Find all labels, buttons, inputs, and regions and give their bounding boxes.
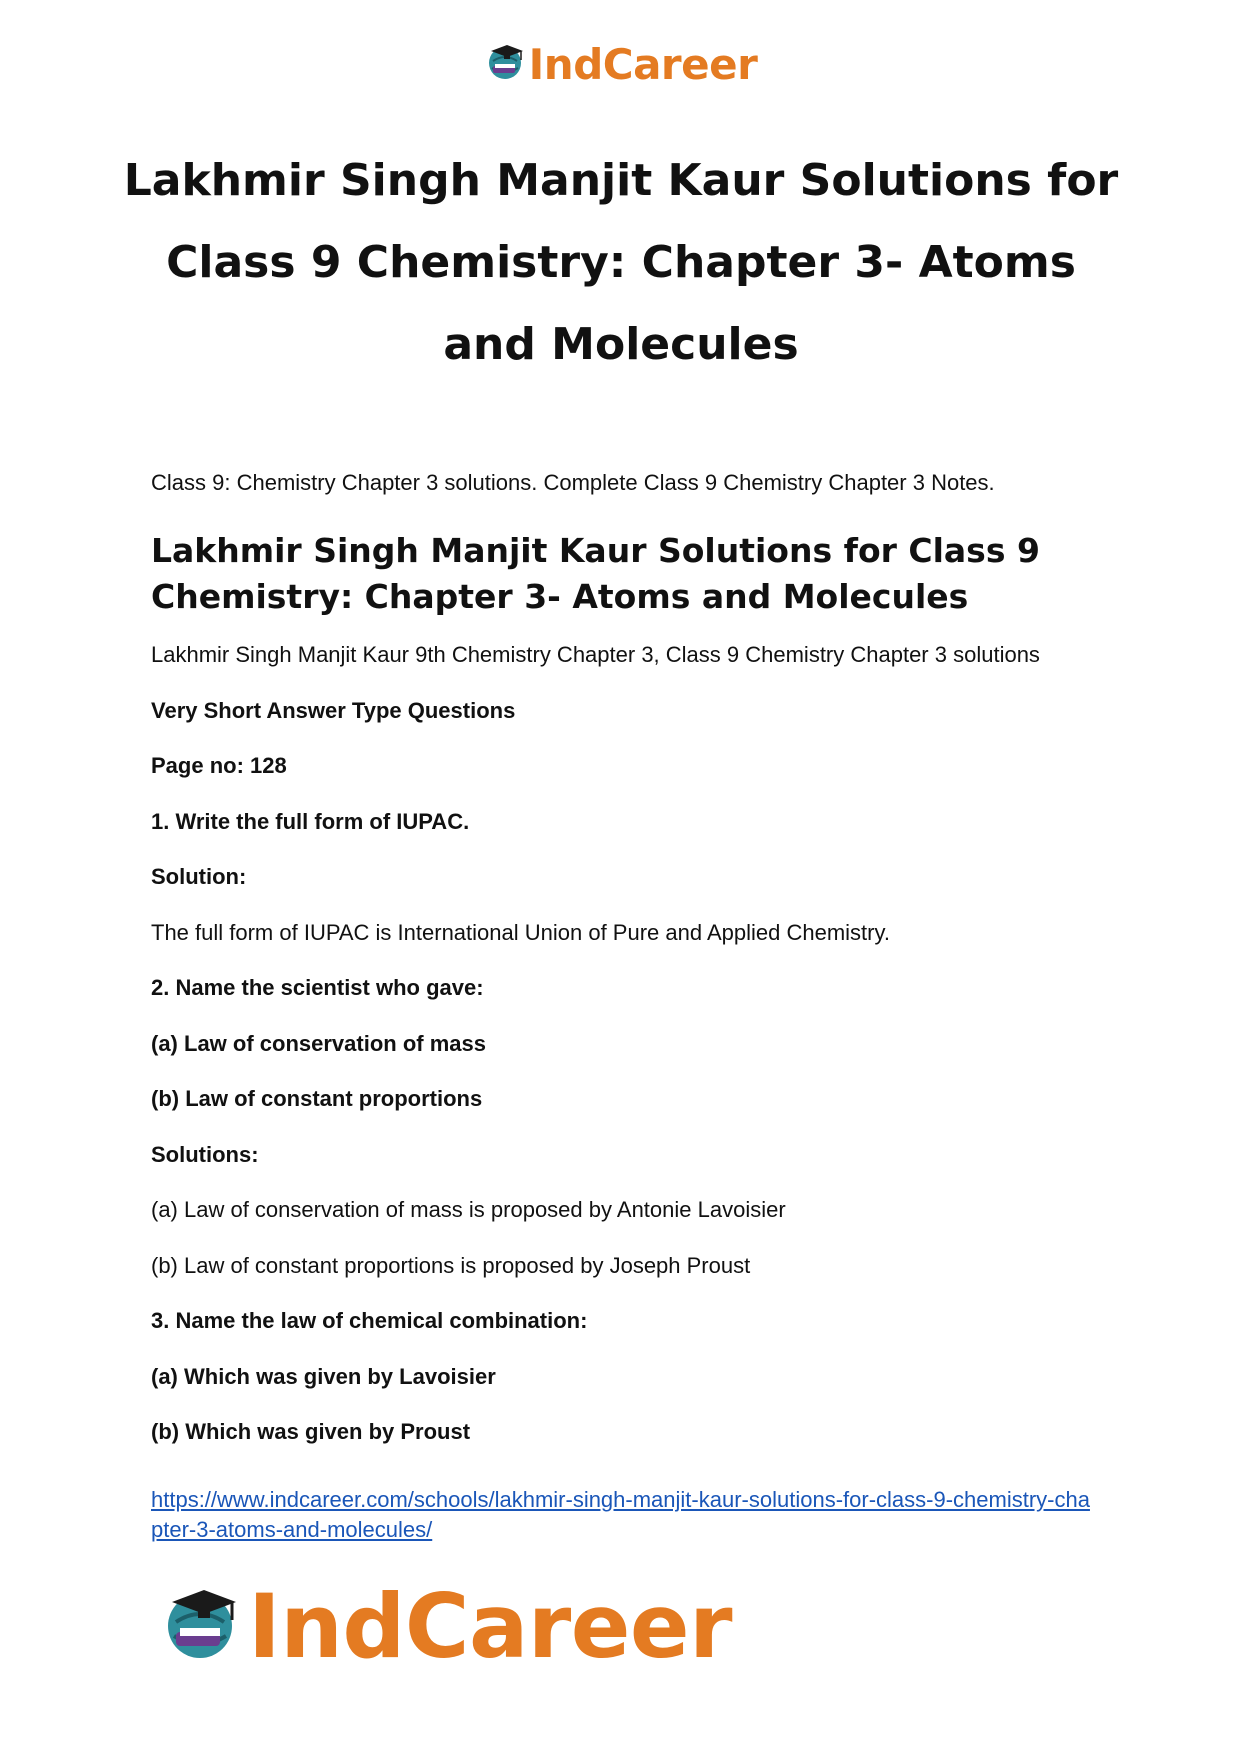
graduation-cap-globe-icon bbox=[485, 41, 527, 88]
paragraph: 1. Write the full form of IUPAC. bbox=[151, 808, 470, 834]
paragraph-list bbox=[151, 640, 1101, 1447]
paragraph: (b) Law of constant proportions bbox=[151, 1086, 483, 1111]
section-heading: Lakhmir Singh Manjit Kaur Solutions for Class 9 Chemistry: Chapter 3- Atoms and Molecules bbox=[151, 531, 1040, 616]
graduation-cap-globe-icon bbox=[160, 1582, 244, 1671]
paragraph: (a) Which was given by Lavoisier bbox=[151, 1363, 496, 1389]
footer-logo bbox=[160, 1574, 733, 1678]
paragraph: The full form of IUPAC is International Union of Pure and Applied Chemistry. bbox=[151, 919, 890, 945]
paragraph: (b) Which was given by Proust bbox=[151, 1419, 471, 1444]
intro-text: Class 9: Chemistry Chapter 3 solutions. Complete Class 9 Chemistry Chapter 3 Notes. bbox=[151, 470, 995, 495]
paragraph: (a) Law of conservation of mass bbox=[151, 1030, 486, 1056]
paragraph: Lakhmir Singh Manjit Kaur 9th Chemistry Chapter 3, Class 9 Chemistry Chapter 3 solutions bbox=[151, 642, 1040, 667]
paragraph: 3. Name the law of chemical combination: bbox=[151, 1308, 588, 1333]
brand-logo-text: IndCareer bbox=[248, 1574, 733, 1678]
paragraph: 2. Name the scientist who gave: bbox=[151, 975, 484, 1000]
paragraph: (a) Law of conservation of mass is proposed by Antonie Lavoisier bbox=[151, 1197, 786, 1222]
paragraph: Solutions: bbox=[151, 1141, 259, 1167]
paragraph: (b) Law of constant proportions is proposed by Joseph Proust bbox=[151, 1252, 751, 1278]
paragraph: Page no: 128 bbox=[151, 753, 287, 778]
brand-logo-text: IndCareer bbox=[528, 40, 758, 89]
paragraph: Solution: bbox=[151, 864, 247, 889]
page-title: Lakhmir Singh Manjit Kaur Solutions for Class 9 Chemistry: Chapter 3- Atoms and Molecules bbox=[123, 155, 1119, 370]
header-logo bbox=[0, 40, 1242, 89]
document-body bbox=[151, 468, 1101, 1545]
source-link[interactable]: https://www.indcareer.com/schools/lakhmir-singh-manjit-kaur-solutions-for-class-9-chemistry-chapter-3-atoms-and-molecules/ bbox=[151, 1487, 1090, 1542]
paragraph: Very Short Answer Type Questions bbox=[151, 697, 516, 723]
